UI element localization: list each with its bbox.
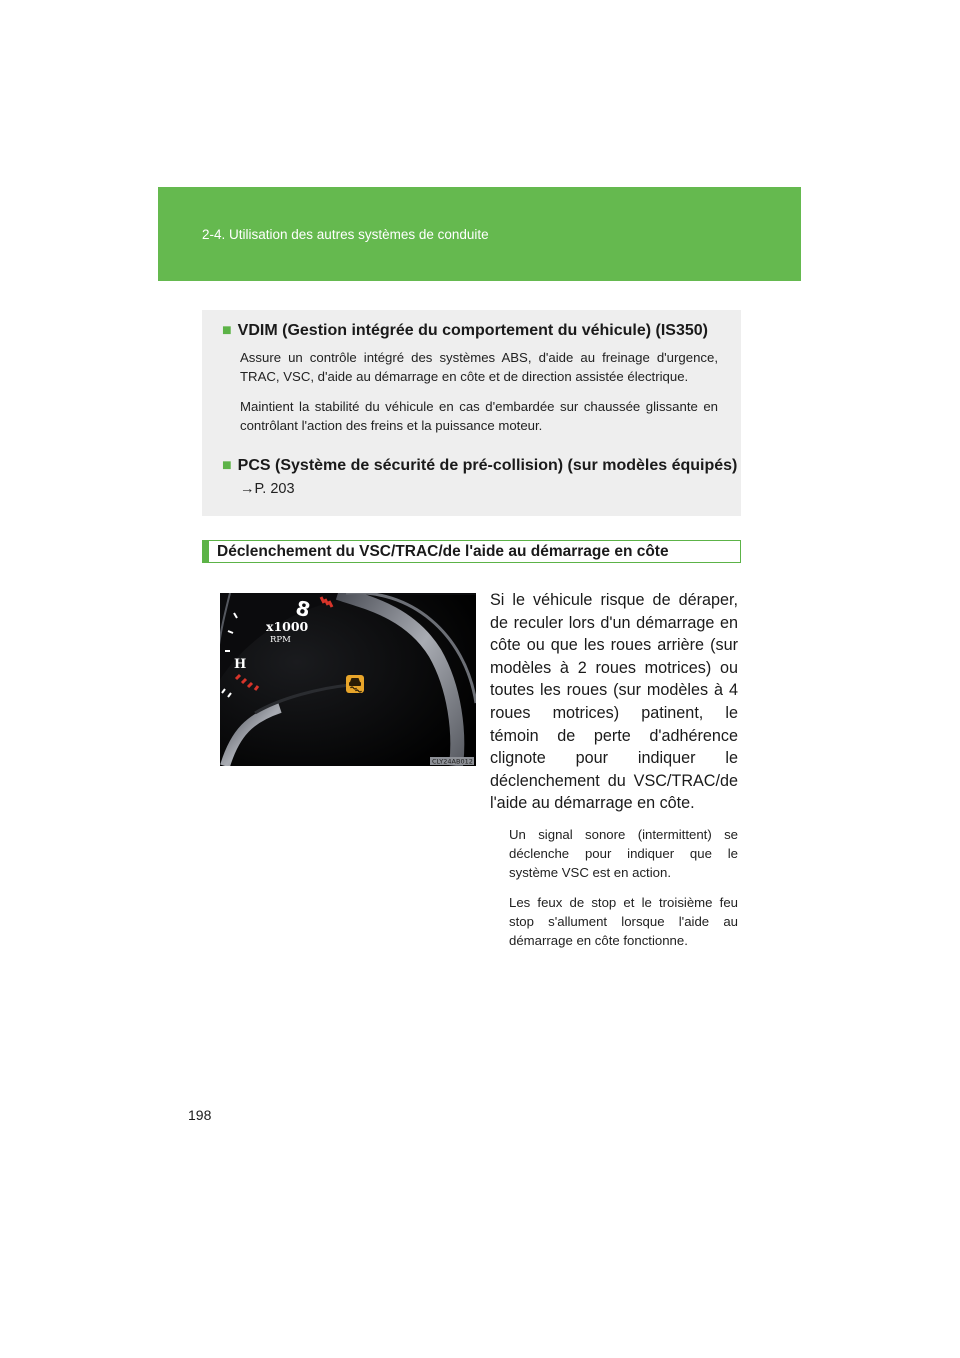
note-stop-lights: Les feux de stop et le troisième feu stop s'allument lorsque l'aide au démarrage en côte fonctionne.: [509, 895, 738, 948]
dashboard-illustration: [220, 593, 476, 766]
pcs-title-text: PCS (Système de sécurité de pré-collision) (sur modèles équipés): [237, 457, 738, 474]
vdim-paragraph-2: Maintient la stabilité du véhicule en cas d'embardée sur chaussée glissante en contrôlant l'action des freins et la puissance moteur.: [240, 399, 718, 434]
chapter-header: [158, 187, 801, 281]
bullet-square-icon: ■: [222, 457, 232, 474]
info-box: [202, 310, 741, 516]
vdim-title-text: VDIM (Gestion intégrée du comportement du véhicule) (IS350): [237, 322, 708, 339]
page-number: 198: [188, 1107, 212, 1123]
info-item-vdim-title: [222, 322, 708, 340]
gauge-unit-label: x1000: [266, 619, 309, 634]
info-item-pcs-title: [222, 457, 737, 475]
section-accent: [203, 541, 209, 562]
chapter-title: 2-4. Utilisation des autres systèmes de conduite: [202, 227, 489, 242]
section-title: Déclenchement du VSC/TRAC/de l'aide au démarrage en côte: [217, 543, 669, 560]
vdim-paragraph-1: Assure un contrôle intégré des systèmes ABS, d'aide au freinage d'urgence, TRAC, VSC, d'aide au démarrage en côte et de direction assistée électrique.: [240, 350, 718, 385]
main-paragraph: Si le véhicule risque de déraper, de reculer lors d'un démarrage en côte ou que les roues arrière (sur modèles à 2 roues motrices) ou toutes les roues (sur modèles à 4 roues motrices) patinent, le témoin de perte d'adhérence clignote pour indiquer le déclenchement du VSC/TRAC/de l'aide au démarrage en côte.: [490, 591, 738, 813]
section-heading: [202, 540, 741, 563]
bullet-square-icon: ■: [222, 322, 232, 339]
dashboard-svg: [220, 593, 476, 766]
pcs-page-reference: →P. 203: [240, 481, 295, 497]
slip-indicator-icon: [346, 675, 364, 693]
temp-gauge-h-label: H: [234, 657, 247, 672]
gauge-rpm-label: RPM: [270, 635, 291, 645]
note-buzzer: Un signal sonore (intermittent) se déclenche pour indiquer que le système VSC est en action.: [509, 827, 738, 880]
gauge-number-8: 8: [293, 595, 313, 623]
illustration-code: CLY24AB012: [432, 757, 473, 766]
